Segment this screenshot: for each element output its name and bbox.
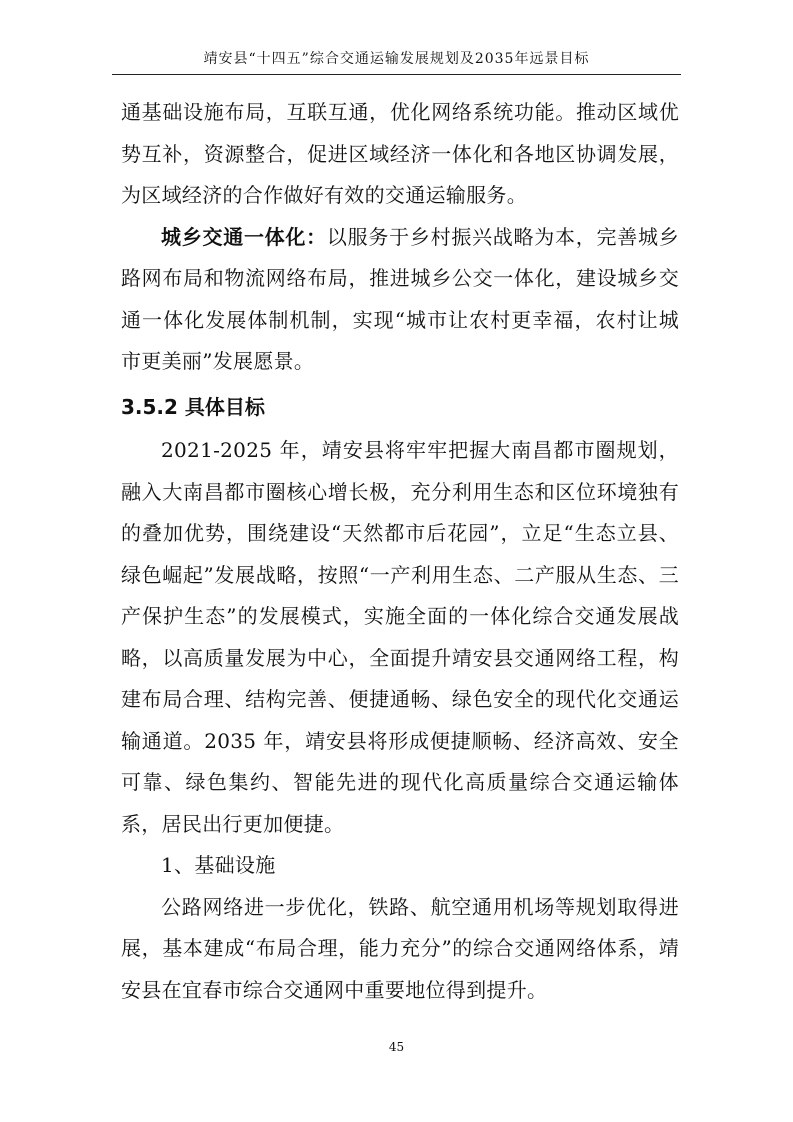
running-header: 靖安县“十四五”综合交通运输发展规划及2035年远景目标 — [112, 48, 681, 75]
paragraph-label: 城乡交通一体化： — [161, 224, 327, 249]
paragraph-infrastructure-layout: 通基础设施布局，互联互通，优化网络系统功能。推动区域优势互补，资源整合，促进区域经济一体化和各地区协调发展，为区域经济的合作做好有效的交通运输服务。 — [121, 100, 679, 207]
paragraph-road-network: 公路网络进一步优化，铁路、航空通用机场等规划取得进展，基本建成“布局合理，能力充分”的综合交通网络体系，靖安县在宜春市综合交通网中重要地位得到提升。 — [121, 894, 679, 1002]
paragraph-urban-rural — [121, 217, 679, 383]
list-item-infrastructure: 1、基础设施 — [161, 853, 276, 877]
section-heading: 3.5.2 具体目标 — [121, 394, 265, 419]
paragraph-text: 以服务于乡村振兴战略为本，完善城乡路网布局和物流网络布局，推进城乡公交一体化，建设城乡交通一体化发展体制机制，实现“城市让农村更幸福，农村让城市更美丽”发展愿景。 — [121, 224, 679, 373]
page-body — [121, 92, 679, 1011]
paragraph-specific-goals: 2021-2025 年，靖安县将牢牢把握大南昌都市圈规划，融入大南昌都市圈核心增长极，充分利用生态和区位环境独有的叠加优势，围绕建设“天然都市后花园”，立足“生态立县、绿色崛起”发展战略，按照“一产利用生态、二产服从生态、三产保护生态”的发展模式，实施全面的一体化综合交通发展战略，以高质量发展为中心，全面提升靖安县交通网络工程，构建布局合理、结构完善、便捷通畅、绿色安全的现代化交通运输通道。2035 年，靖安县将形成便捷顺畅、经济高效、安全可靠、绿色集约、智能先进的现代化高质量综合交通运输体系，居民出行更加便捷。 — [121, 438, 679, 836]
page-number: 45 — [388, 1040, 405, 1054]
